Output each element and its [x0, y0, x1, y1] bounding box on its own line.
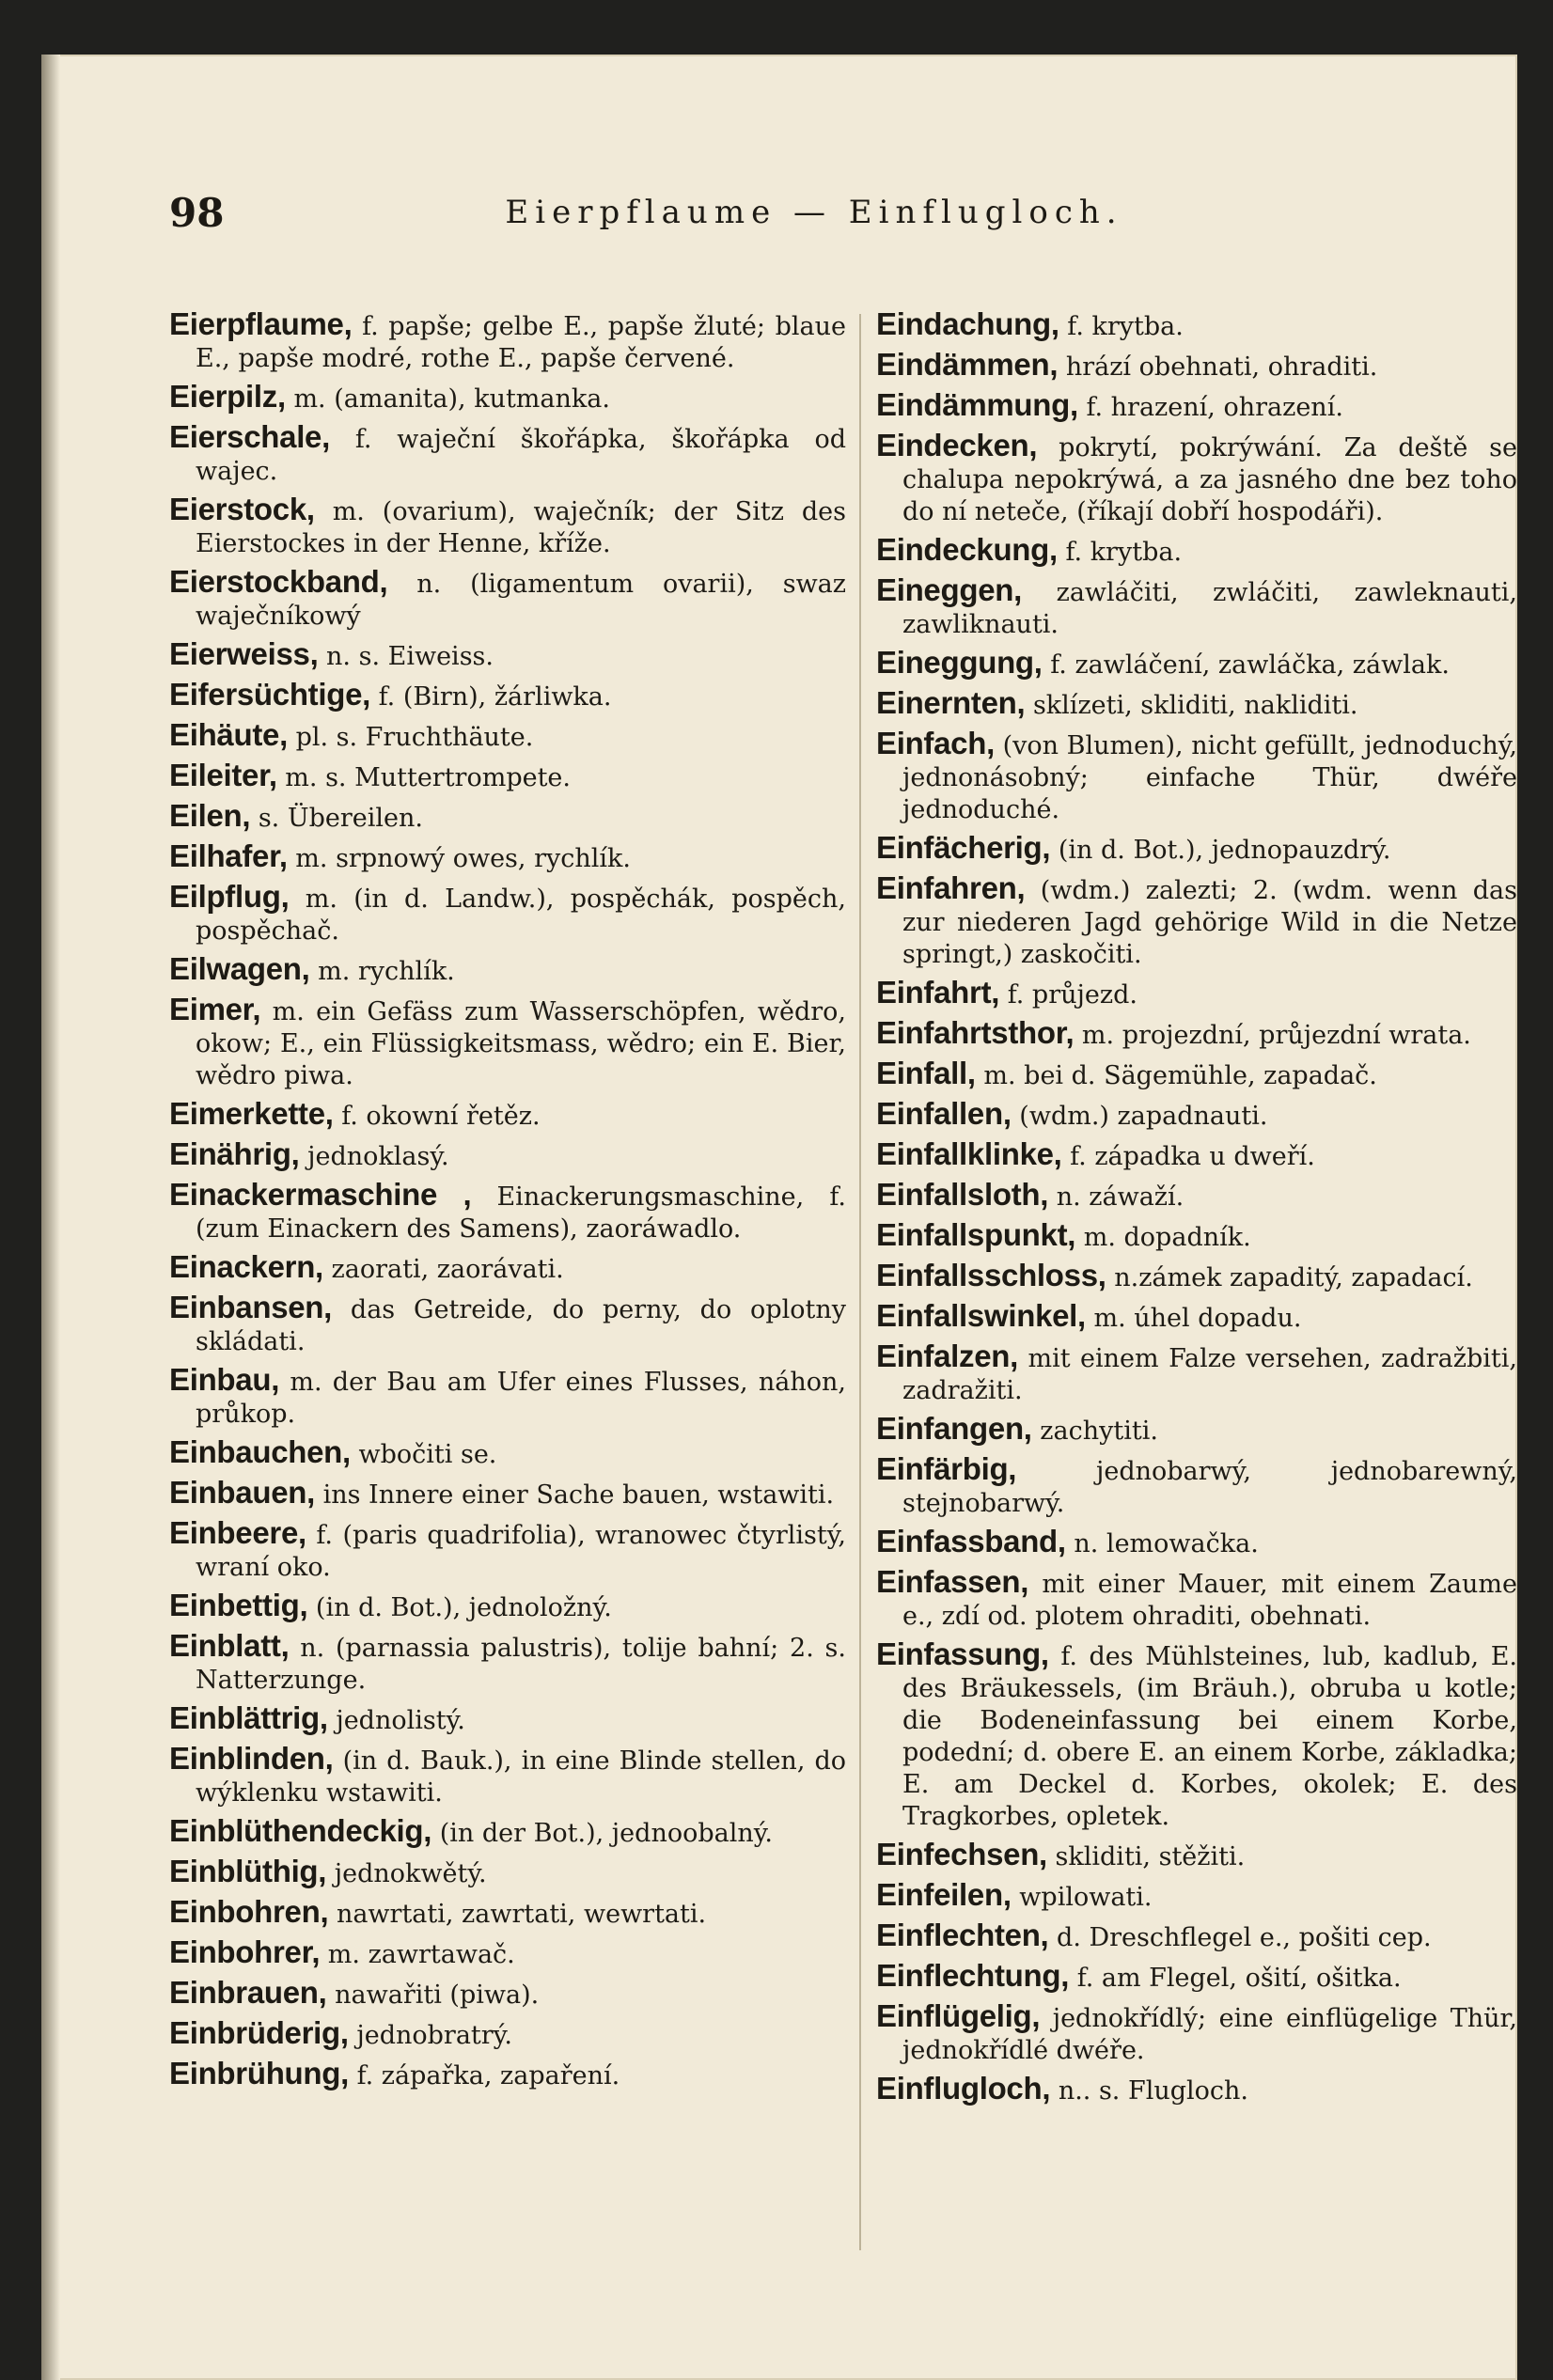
- dictionary-entry: [169, 2058, 846, 2092]
- entry-headword: Einfangen,: [876, 1411, 1032, 1446]
- right-column: [876, 308, 1517, 2113]
- entry-definition: jednokwětý.: [334, 1859, 487, 1888]
- entry-definition: m. zawrtawač.: [327, 1940, 515, 1969]
- dictionary-entry: [169, 840, 846, 875]
- entry-headword: Einfahrtsthor,: [876, 1015, 1075, 1050]
- entry-definition: mit einem Falze versehen, zadražbiti, zadražiti.: [902, 1344, 1517, 1405]
- entry-definition: m. dopadník.: [1083, 1223, 1251, 1252]
- entry-headword: Einfahrt,: [876, 975, 1000, 1010]
- dictionary-entry: [876, 389, 1517, 424]
- entry-definition: f. hrazení, ohrazení.: [1086, 393, 1343, 422]
- entry-headword: Einackern,: [169, 1249, 323, 1284]
- entry-headword: Einbrauen,: [169, 1975, 327, 2010]
- entry-definition: jednokřídlý; eine einflügelige Thür, jednokřídlé dwéře.: [902, 2004, 1518, 2065]
- dictionary-entry: [169, 381, 846, 415]
- dictionary-entry: [876, 1057, 1517, 1092]
- entry-headword: Einblüthig,: [169, 1854, 327, 1888]
- entry-definition: das Getreide, do perny, do oplotny skládati.: [196, 1295, 846, 1356]
- entry-definition: m. (ovarium), waječník; der Sitz des Eierstockes in der Henne, kříže.: [196, 497, 846, 558]
- dictionary-entry: [169, 493, 846, 560]
- dictionary-entry: [876, 687, 1517, 722]
- entry-headword: Einackermaschine ,: [169, 1177, 472, 1212]
- entry-definition: n. (parnassia palustris), tolije bahní; 2. s. Natterzunge.: [196, 1634, 846, 1695]
- dictionary-entry: [169, 1098, 846, 1133]
- dictionary-entry: [876, 1260, 1517, 1294]
- running-head: Eierpflaume — Einflugloch.: [505, 194, 1123, 231]
- entry-headword: Eifersüchtige,: [169, 677, 371, 712]
- entry-headword: Eierpflaume,: [169, 306, 353, 341]
- entry-headword: Eilpflug,: [169, 879, 290, 914]
- dictionary-entry: [169, 759, 846, 794]
- dictionary-entry: [169, 566, 846, 633]
- entry-headword: Einernten,: [876, 685, 1026, 720]
- entry-definition: m. der Bau am Ufer eines Flusses, náhon, průkop.: [196, 1368, 846, 1429]
- entry-headword: Einfach,: [876, 726, 995, 760]
- dictionary-entry: [169, 2017, 846, 2052]
- entry-headword: Einflechtung,: [876, 1958, 1070, 1993]
- dictionary-entry: [876, 1138, 1517, 1173]
- entry-headword: Eilhafer,: [169, 838, 288, 873]
- entry-definition: n. záwaží.: [1056, 1182, 1184, 1212]
- dictionary-entry: [876, 1098, 1517, 1133]
- dictionary-entry: [876, 2073, 1517, 2107]
- entry-definition: Einackerungsmaschine, f. (zum Einackern des Samens), zaoráwadlo.: [196, 1182, 846, 1244]
- dictionary-entry: [169, 1436, 846, 1471]
- dictionary-entry: [876, 574, 1517, 641]
- entry-definition: zachytiti.: [1040, 1417, 1158, 1446]
- dictionary-entry: [876, 430, 1517, 528]
- entry-headword: Einfassen,: [876, 1564, 1029, 1599]
- entry-headword: Einfärbig,: [876, 1451, 1017, 1486]
- entry-definition: m. (amanita), kutmanka.: [293, 384, 610, 414]
- dictionary-entry: [169, 800, 846, 835]
- dictionary-entry: [169, 1179, 846, 1245]
- dictionary-entry: [876, 1219, 1517, 1254]
- dictionary-entry: [169, 638, 846, 673]
- dictionary-entry: [876, 1919, 1517, 1954]
- entry-headword: Eindachung,: [876, 306, 1059, 341]
- entry-headword: Einblüthendeckig,: [169, 1813, 432, 1848]
- dictionary-entry: [876, 1526, 1517, 1560]
- entry-headword: Einfallen,: [876, 1096, 1012, 1131]
- entry-headword: Einbauen,: [169, 1475, 315, 1510]
- entry-definition: m. úhel dopadu.: [1093, 1304, 1302, 1333]
- dictionary-entry: [876, 1960, 1517, 1995]
- entry-definition: pokrytí, pokrýwání. Za deště se chalupa nepokrýwá, a za jasného dne bez toho do ní neteče, (říkají dobří hospodáři).: [902, 433, 1517, 526]
- dictionary-entry: [876, 872, 1517, 971]
- entry-definition: sklízeti, skliditi, nakliditi.: [1032, 691, 1358, 720]
- entry-headword: Einfalzen,: [876, 1339, 1019, 1373]
- dictionary-entry: [876, 1839, 1517, 1873]
- entry-definition: m. ein Gefäss zum Wasserschöpfen, wědro, okow; E., ein Flüssigkeitsmass, wědro; ein E. Bier, wědro piwa.: [196, 997, 846, 1090]
- entry-headword: Eimer,: [169, 992, 261, 1026]
- dictionary-entry: [169, 994, 846, 1092]
- entry-definition: skliditi, stěžiti.: [1055, 1842, 1246, 1871]
- dictionary-entry: [169, 1477, 846, 1511]
- entry-definition: f. am Flegel, ošití, ošitka.: [1076, 1964, 1402, 1993]
- entry-definition: mit einer Mauer, mit einem Zaume e., zdí od. plotem ohraditi, obehnati.: [902, 1570, 1517, 1631]
- entry-headword: Eimerkette,: [169, 1096, 334, 1131]
- entry-definition: f. krytba.: [1065, 538, 1183, 567]
- entry-headword: Einfeilen,: [876, 1877, 1012, 1912]
- entry-headword: Eihäute,: [169, 717, 288, 752]
- page-spine-shadow: [41, 55, 60, 2380]
- dictionary-entry: [876, 1017, 1517, 1052]
- entry-headword: Einfassband,: [876, 1524, 1066, 1558]
- entry-definition: m. srpnowý owes, rychlík.: [295, 844, 631, 873]
- entry-definition: jednobratrý.: [356, 2021, 512, 2050]
- entry-headword: Eilen,: [169, 798, 251, 833]
- entry-headword: Eindeckung,: [876, 532, 1058, 567]
- entry-headword: Einfallklinke,: [876, 1136, 1062, 1171]
- dictionary-entry: [876, 308, 1517, 343]
- entry-definition: pl. s. Fruchthäute.: [295, 723, 534, 752]
- entry-headword: Einfallsloth,: [876, 1177, 1049, 1212]
- entry-headword: Eindecken,: [876, 428, 1038, 462]
- entry-headword: Einbau,: [169, 1362, 280, 1397]
- dictionary-entry: [876, 647, 1517, 681]
- entry-definition: (wdm.) zalezti; 2. (wdm. wenn das zur niederen Jagd gehörige Wild in die Netze springt,) zaskočiti.: [902, 876, 1518, 969]
- entry-headword: Eierschale,: [169, 419, 330, 454]
- entry-headword: Einfallswinkel,: [876, 1298, 1086, 1333]
- entry-definition: f. zápařka, zapaření.: [356, 2061, 620, 2090]
- entry-headword: Einblatt,: [169, 1628, 290, 1663]
- dictionary-entry: [876, 1179, 1517, 1213]
- entry-definition: d. Dreschflegel e., pošiti cep.: [1057, 1923, 1432, 1952]
- entry-definition: n. (ligamentum ovarii), swaz waječníkowý: [196, 570, 847, 631]
- entry-headword: Einbettig,: [169, 1588, 308, 1622]
- dictionary-entry: [169, 1517, 846, 1584]
- entry-headword: Eineggung,: [876, 645, 1043, 680]
- entry-headword: Einfächerig,: [876, 830, 1051, 865]
- dictionary-entry: [876, 1300, 1517, 1335]
- entry-headword: Einfassung,: [876, 1636, 1049, 1671]
- entry-definition: jednoklasý.: [307, 1142, 449, 1171]
- dictionary-entry: [169, 1292, 846, 1358]
- dictionary-entry: [169, 1977, 846, 2012]
- entry-definition: m. (in d. Landw.), pospěchák, pospěch, pospěchač.: [196, 885, 846, 946]
- dictionary-entry: [876, 1413, 1517, 1448]
- entry-headword: Einbohrer,: [169, 1934, 321, 1969]
- dictionary-entry: [169, 1364, 846, 1431]
- dictionary-entry: [169, 1815, 846, 1850]
- entry-headword: Eineggen,: [876, 572, 1022, 607]
- entry-headword: Einfallsschloss,: [876, 1258, 1106, 1292]
- dictionary-entry: [876, 349, 1517, 384]
- dictionary-entry: [169, 1936, 846, 1971]
- dictionary-entry: [169, 1630, 846, 1697]
- dictionary-entry: [169, 881, 846, 947]
- entry-headword: Einbansen,: [169, 1290, 333, 1324]
- dictionary-entry: [876, 1566, 1517, 1633]
- dictionary-entry: [169, 1896, 846, 1931]
- entry-definition: m. rychlík.: [318, 957, 455, 986]
- entry-headword: Einfallspunkt,: [876, 1217, 1076, 1252]
- entry-definition: n. lemowačka.: [1074, 1529, 1259, 1558]
- entry-headword: Einflugloch,: [876, 2071, 1051, 2106]
- entry-headword: Einährig,: [169, 1136, 300, 1171]
- entry-definition: (in der Bot.), jednoobalný.: [439, 1819, 773, 1848]
- dictionary-entry: [169, 719, 846, 754]
- dictionary-entry: [169, 1743, 846, 1809]
- entry-definition: m. projezdní, průjezdní wrata.: [1081, 1021, 1471, 1050]
- entry-definition: f. (paris quadrifolia), wranowec čtyrlistý, wraní oko.: [196, 1521, 846, 1582]
- entry-headword: Einfechsen,: [876, 1837, 1047, 1871]
- entry-headword: Einflügelig,: [876, 1998, 1041, 2033]
- dictionary-entry: [876, 2000, 1517, 2067]
- entry-definition: f. západka u dweří.: [1070, 1142, 1315, 1171]
- entry-headword: Einbeere,: [169, 1515, 306, 1550]
- entry-definition: s. Übereilen.: [258, 804, 423, 833]
- entry-headword: Einblinden,: [169, 1741, 334, 1776]
- entry-definition: zawláčiti, zwláčiti, zawleknauti, zawliknauti.: [902, 578, 1517, 639]
- entry-definition: hrází obehnati, ohraditi.: [1065, 352, 1378, 382]
- entry-definition: n.. s. Flugloch.: [1058, 2076, 1248, 2106]
- entry-headword: Eindämmen,: [876, 347, 1059, 382]
- dictionary-entry: [876, 534, 1517, 569]
- dictionary-entry: [169, 1138, 846, 1173]
- entry-definition: m. s. Muttertrompete.: [285, 763, 571, 792]
- dictionary-page: [41, 55, 1517, 2380]
- entry-definition: m. bei d. Sägemühle, zapadač.: [983, 1061, 1377, 1090]
- dictionary-entry: [876, 977, 1517, 1011]
- dictionary-entry: [876, 1453, 1517, 1520]
- left-column: [169, 308, 846, 2098]
- entry-headword: Eileiter,: [169, 758, 277, 792]
- dictionary-entry: [169, 421, 846, 488]
- entry-definition: f. krytba.: [1067, 312, 1184, 341]
- entry-definition: f. waječní škořápka, škořápka od wajec.: [196, 425, 846, 486]
- entry-definition: n.zámek zapaditý, zapadací.: [1114, 1263, 1473, 1292]
- column-divider: [859, 314, 861, 2250]
- entry-headword: Einbrüderig,: [169, 2015, 349, 2050]
- dictionary-entry: [169, 1251, 846, 1286]
- entry-definition: wpilowati.: [1019, 1883, 1153, 1912]
- entry-headword: Eierweiss,: [169, 636, 319, 671]
- entry-definition: f. průjezd.: [1007, 980, 1137, 1010]
- dictionary-entry: [876, 1879, 1517, 1914]
- entry-definition: (in d. Bot.), jednopauzdrý.: [1058, 836, 1391, 865]
- entry-definition: (von Blumen), nicht gefüllt, jednoduchý, jednonásobný; einfache Thür, dwéře jednoduché.: [902, 731, 1517, 824]
- dictionary-entry: [876, 728, 1517, 826]
- entry-headword: Einbohren,: [169, 1894, 329, 1929]
- entry-definition: wbočiti se.: [358, 1440, 497, 1469]
- page-number: 98: [169, 190, 225, 236]
- dictionary-entry: [169, 1589, 846, 1624]
- entry-headword: Eilwagen,: [169, 951, 310, 986]
- entry-definition: jednobarwý, jednobarewný, stejnobarwý.: [902, 1457, 1517, 1518]
- entry-definition: f. zawláčení, zawláčka, záwlak.: [1050, 650, 1450, 680]
- entry-definition: f. (Birn), žárliwka.: [378, 682, 612, 712]
- entry-headword: Eindämmung,: [876, 387, 1078, 422]
- page-header: [169, 186, 1459, 243]
- entry-definition: f. des Mühlsteines, lub, kadlub, E. des Bräukessels, (im Bräuh.), obruba u kotle; die Bodeneinfassung bei einem Korbe, podední; d. obere E. an einem Korbe, základka; E. am Deckel d. Korbes, okolek; E. des Tragkorbes, opletek.: [902, 1642, 1517, 1831]
- entry-definition: (in d. Bauk.), in eine Blinde stellen, do wýklenku wstawiti.: [196, 1746, 846, 1808]
- entry-definition: (wdm.) zapadnauti.: [1019, 1102, 1268, 1131]
- dictionary-entry: [169, 1702, 846, 1737]
- entry-definition: nawrtati, zawrtati, wewrtati.: [336, 1900, 707, 1929]
- entry-definition: n. s. Eiweiss.: [326, 642, 494, 671]
- dictionary-entry: [876, 832, 1517, 867]
- dictionary-entry: [876, 1340, 1517, 1407]
- entry-headword: Einblättrig,: [169, 1700, 328, 1735]
- entry-definition: (in d. Bot.), jednoložný.: [315, 1593, 612, 1622]
- entry-headword: Einbrühung,: [169, 2056, 349, 2090]
- dictionary-entry: [169, 679, 846, 713]
- entry-headword: Eierstockband,: [169, 564, 388, 599]
- entry-definition: ins Innere einer Sache bauen, wstawiti.: [322, 1480, 835, 1510]
- entry-definition: zaorati, zaorávati.: [331, 1255, 564, 1284]
- entry-headword: Einfahren,: [876, 870, 1026, 905]
- dictionary-entry: [169, 1855, 846, 1890]
- entry-headword: Eierpilz,: [169, 379, 286, 414]
- dictionary-entry: [169, 953, 846, 988]
- dictionary-entry: [169, 308, 846, 375]
- entry-headword: Einflechten,: [876, 1918, 1049, 1952]
- dictionary-entry: [876, 1638, 1517, 1833]
- entry-headword: Einfall,: [876, 1056, 976, 1090]
- entry-headword: Einbauchen,: [169, 1434, 351, 1469]
- entry-definition: nawařiti (piwa).: [335, 1981, 540, 2010]
- entry-definition: f. okowní řetěz.: [341, 1102, 541, 1131]
- entry-definition: jednolistý.: [336, 1706, 465, 1735]
- entry-definition: f. papše; gelbe E., papše žluté; blaue E., papše modré, rothe E., papše červené.: [196, 312, 846, 373]
- entry-headword: Eierstock,: [169, 492, 315, 526]
